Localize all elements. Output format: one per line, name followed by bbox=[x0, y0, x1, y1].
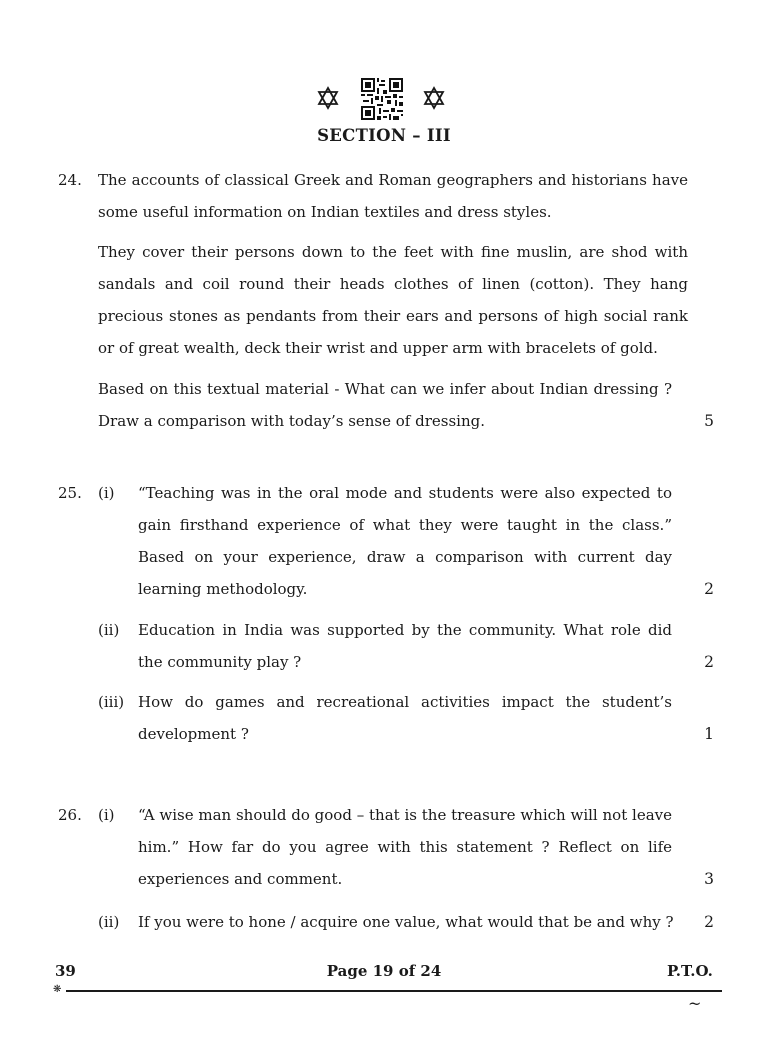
question-text: Based on this textual material - What can we infer about Indian dressing ? Draw a comparison with today’s sense of dressing. bbox=[98, 380, 672, 430]
footer-rule bbox=[66, 990, 722, 992]
page-number: Page 19 of 24 bbox=[326, 962, 442, 980]
question-number: 25. bbox=[58, 484, 82, 502]
question-number: 26. bbox=[58, 806, 82, 824]
part-marks: 2 bbox=[704, 580, 714, 598]
part-text: “A wise man should do good – that is the treasure which will not leave him.” How far do you agree with this statement ? Reflect on life experiences and comment. bbox=[138, 806, 672, 888]
part-label: (i) bbox=[98, 806, 115, 824]
part-label: (i) bbox=[98, 484, 115, 502]
part-marks: 2 bbox=[704, 913, 714, 931]
header-marks bbox=[0, 76, 768, 120]
part-label: (iii) bbox=[98, 693, 125, 711]
tilde-mark: ~ bbox=[688, 994, 702, 1013]
star-of-david-icon bbox=[316, 86, 340, 110]
part-label: (ii) bbox=[98, 621, 120, 639]
question-marks: 5 bbox=[704, 412, 714, 430]
barcode-mark-icon: ❋ bbox=[53, 984, 62, 995]
part-marks: 2 bbox=[704, 653, 714, 671]
part-marks: 1 bbox=[704, 725, 714, 743]
part-marks: 3 bbox=[704, 870, 714, 888]
section-title: SECTION – III bbox=[317, 126, 451, 145]
part-text: “Teaching was in the oral mode and students were also expected to gain firsthand experience of what they were taught in the class.” Based on your experience, draw a comparison with current day learning methodology. bbox=[138, 484, 672, 598]
question-number: 24. bbox=[58, 171, 82, 189]
question-intro: The accounts of classical Greek and Roman geographers and historians have some useful information on Indian textiles and dress styles. bbox=[98, 171, 688, 221]
pto-label: P.T.O. bbox=[667, 962, 713, 980]
question-passage: They cover their persons down to the feet with fine muslin, are shod with sandals and coil round their heads clothes of linen (cotton). They hang precious stones as pendants from their ears and persons of high social rank or of great wealth, deck their wrist and upper arm with bracelets of gold. bbox=[98, 243, 688, 357]
part-text: Education in India was supported by the community. What role did the community play ? bbox=[138, 621, 672, 671]
paper-code: 39 bbox=[55, 962, 76, 980]
part-text: How do games and recreational activities impact the student’s development ? bbox=[138, 693, 672, 743]
part-text: If you were to hone / acquire one value, what would that be and why ? bbox=[138, 913, 674, 931]
part-label: (ii) bbox=[98, 913, 120, 931]
qr-code-icon bbox=[361, 78, 403, 120]
star-of-david-icon bbox=[422, 86, 446, 110]
